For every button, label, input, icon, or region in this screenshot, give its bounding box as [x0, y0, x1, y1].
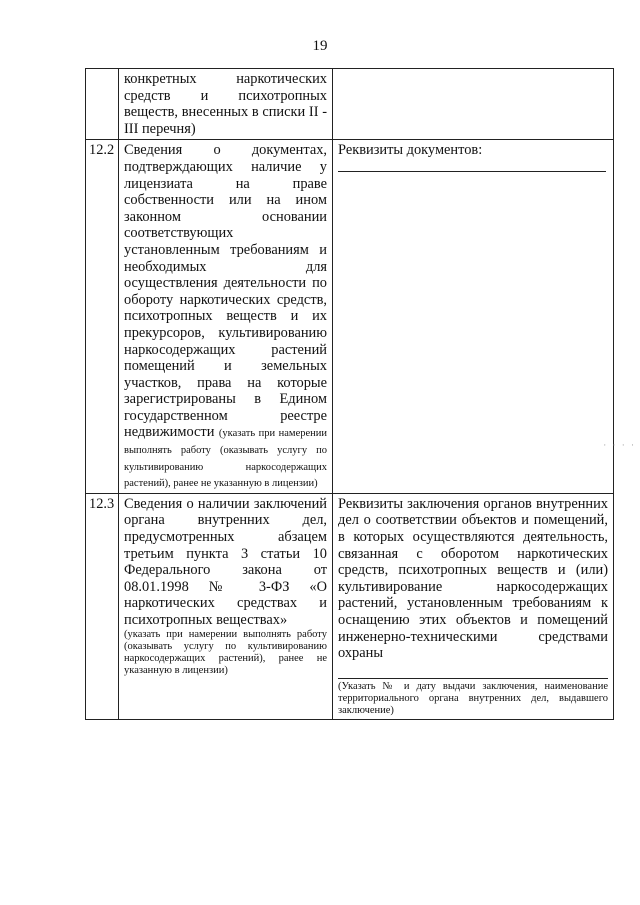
- row-number-cell: 12.2: [86, 140, 119, 493]
- application-table: [85, 68, 614, 720]
- row-value-cell: [333, 493, 614, 720]
- row-value-cell: [333, 69, 614, 140]
- table-row: [86, 69, 614, 140]
- row-value-cell: [333, 140, 614, 493]
- row-name-cell: конкретных наркотических средств и психотропных веществ, внесенных в списки II - III перечня): [119, 69, 333, 140]
- row-value-note: (Указать № и дату выдачи заключения, наименование территориального органа внутренних дел, выдавшего заключение): [338, 678, 608, 718]
- row-name-note: (указать при намерении выполнять работу (оказывать услугу по культивированию наркосодержащих растений), ранее не указанную в лицензии): [124, 428, 327, 490]
- row-number-cell: 12.3: [86, 493, 119, 720]
- row-name-cell: [119, 140, 333, 493]
- row-number-cell: [86, 69, 119, 140]
- scan-artifact: · · · ·: [603, 440, 636, 450]
- fill-line: [338, 159, 606, 172]
- page-number: 19: [312, 38, 328, 54]
- row-value-text: Реквизиты заключения органов внутренних дел о соответствии объектов и помещений, в которых осуществляются деятельность, связанная с оборотом наркотических средств, психотропных веществ и (или) культивирование наркосодержащих растений, установленным требованиям к оснащению этих объектов и помещений инженерно-техническими средствами охраны: [338, 495, 608, 662]
- table-row: [86, 493, 614, 720]
- row-name-note: (указать при намерении выполнять работу (оказывать услугу по культивированию наркосодержащих растений), ранее не указанную в лицензии): [124, 628, 327, 677]
- row-name-text: Сведения о документах, подтверждающих наличие у лицензиата на праве собственности или на ином законном основании соответствующих установленным требованиям и необходимых для осуществления деятельности по обороту наркотических средств, психотропных веществ и их прекурсоров, культивированию наркосодержащих растений помещений и земельных участков, права на которые зарегистрированы в Едином государственном реестре недвижимости: [124, 142, 327, 441]
- table-row: [86, 140, 614, 493]
- requisites-label: Реквизиты документов:: [338, 142, 483, 159]
- row-name-cell: [119, 493, 333, 720]
- row-name-text: Сведения о наличии заключений органа внутренних дел, предусмотренных абзацем третьим пункта 3 статьи 10 Федерального закона от 08.01.1998 № 3-ФЗ «О наркотических средствах и психотропных веществах»: [124, 495, 327, 628]
